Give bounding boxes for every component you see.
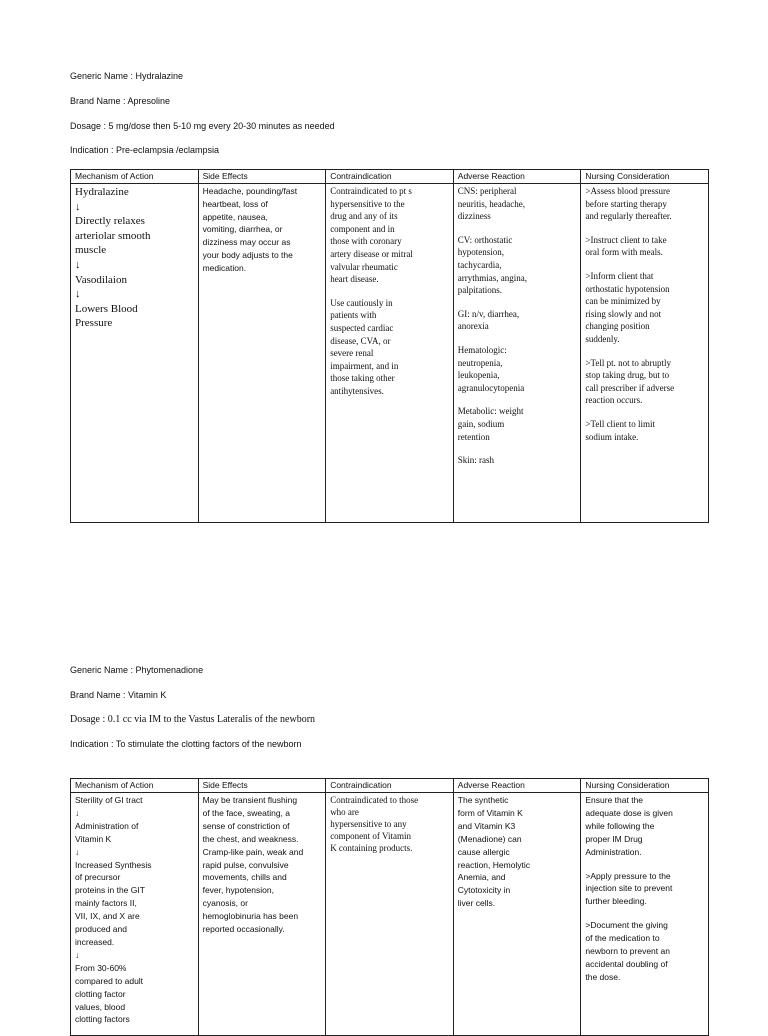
header-mechanism: Mechanism of Action [71,779,199,793]
header-contraindication: Contraindication [326,779,454,793]
brand-name-2: Brand Name : Vitamin K [70,690,167,700]
adverse-paragraph: Skin: rash [457,455,495,466]
mechanism-cell [71,793,199,1036]
nursing-paragraph: Ensure that the adequate dose is given while following the proper IM Drug Administration. [585,795,673,857]
indication-2: Indication : To stimulate the clotting factors of the newborn [70,739,302,749]
mechanism-text: Sterility of GI tract ↓ Administration of Vitamin K ↓ Increased Synthesis of precursor proteins in the GIT mainly factors II, VII, IX, and X are produced and increased. ↓ From 30-60% compared to adult clotting factor values, blood clotting factors [75,795,152,1025]
side-effects-text: May be transient flushing of the face, sweating, a sense of constriction of the chest, and weakness. Cramp-like pain, weak and rapid pulse, convulsive movements, chills and fever, hypotension, cyanosis, or hemoglobinuria has been reported occasionally. [202,795,304,935]
generic-name-2: Generic Name : Phytomenadione [70,665,204,675]
nursing-paragraph: >Inform client that orthostatic hypotension can be minimized by rising slowly and not changing position suddenly. [585,270,670,344]
nursing-paragraph: >Apply pressure to the injection site to prevent further bleeding. [585,870,673,907]
side-effects-text: Headache, pounding/fast heartbeat, loss of appetite, nausea, vomiting, diarrhea, or dizziness may occur as your body adjusts to the medication. [202,186,298,273]
nursing-consideration-cell [581,793,709,1036]
header-adverse-reaction: Adverse Reaction [453,170,581,184]
adverse-text: The synthetic form of Vitamin K and Vitamin K3 (Menadione) can cause allergic reaction, Hemolytic Anemia, and Cytotoxicity in liver cells. [457,795,531,909]
header-side-effects: Side Effects [198,170,326,184]
adverse-paragraph: GI: n/v, diarrhea, anorexia [457,308,520,332]
nursing-consideration-cell [581,184,709,523]
side-effects-cell [198,184,326,523]
side-effects-cell [198,793,326,1036]
header-adverse-reaction: Adverse Reaction [453,779,581,793]
dosage-2: Dosage : 0.1 cc via IM to the Vastus Lateralis of the newborn [70,714,316,725]
generic-name-1: Generic Name : Hydralazine [70,71,184,81]
nursing-paragraph: >Instruct client to take oral form with meals. [585,234,667,258]
adverse-paragraph: Metabolic: weight gain, sodium retention [457,406,524,442]
adverse-paragraph: Hematologic: neutropenia, leukopenia, agranulocytopenia [457,344,525,393]
contraindication-cell [326,793,454,1036]
contraindication-paragraph: Contraindicated to pt s hypersensitive to the drug and any of its component and in those with coronary artery disease or mitral valvular rheumatic heart disease. [330,186,413,285]
adverse-paragraph: CNS: peripheral neuritis, headache, dizziness [457,186,525,222]
header-nursing-consideration: Nursing Consideration [581,170,709,184]
drug-table-2 [70,778,709,1036]
header-mechanism: Mechanism of Action [71,170,199,184]
header-nursing-consideration: Nursing Consideration [581,779,709,793]
adverse-paragraph: CV: orthostatic hypotension, tachycardia, arrythmias, angina, palpitations. [457,234,528,296]
mechanism-cell [71,184,199,523]
header-side-effects: Side Effects [198,779,326,793]
adverse-reaction-cell [453,793,581,1036]
nursing-paragraph: >Assess blood pressure before starting therapy and regularly thereafter. [585,186,672,222]
dosage-1: Dosage : 5 mg/dose then 5-10 mg every 20-30 minutes as needed [70,121,335,131]
nursing-paragraph: >Document the giving of the medication to newborn to prevent an accidental doubling of the dose. [585,920,670,982]
brand-name-1: Brand Name : Apresoline [70,96,171,106]
indication-1: Indication : Pre-eclampsia /eclampsia [70,145,220,155]
mechanism-text: Hydralazine ↓ Directly relaxes arteriolar smooth muscle ↓ Vasodilaion ↓ Lowers Blood Pressure [75,186,151,330]
nursing-paragraph: >Tell pt. not to abruptly stop taking drug, but to call prescriber if adverse reaction occurs. [585,357,675,406]
contraindication-text: Contraindicated to those who are hypersensitive to any component of Vitamin K containing products. [330,795,419,853]
drug-table-1 [70,169,709,523]
header-contraindication: Contraindication [326,170,454,184]
adverse-reaction-cell [453,184,581,523]
contraindication-cell [326,184,454,523]
nursing-paragraph: >Tell client to limit sodium intake. [585,418,656,442]
contraindication-paragraph: Use cautiously in patients with suspected cardiac disease, CVA, or severe renal impairment, and in those taking other antihytensives. [330,297,399,396]
